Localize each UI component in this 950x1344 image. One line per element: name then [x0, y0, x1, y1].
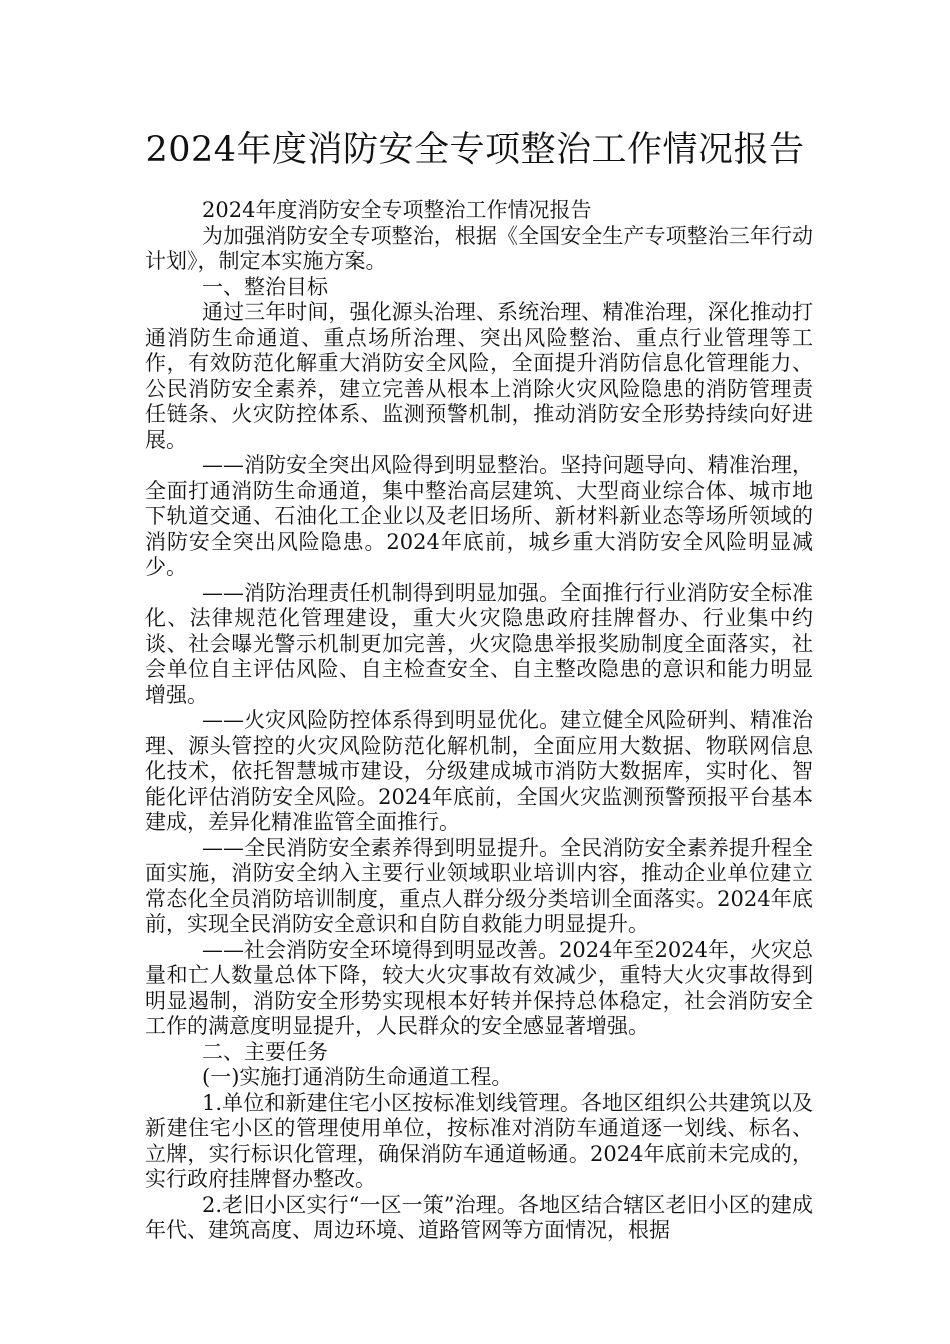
document-title: 2024年度消防安全专项整治工作情况报告: [145, 130, 805, 170]
paragraph-task-2: 2.老旧小区实行“一区一策”治理。各地区结合辖区老旧小区的建成年代、建筑高度、周边环境、道路管网等方面情况，根据: [145, 1192, 813, 1242]
paragraph-goal-responsibility: ——消防治理责任机制得到明显加强。全面推行行业消防安全标准化、法律规范化管理建设，重大火灾隐患政府挂牌督办、行业集中约谈、社会曝光警示机制更加完善，火灾隐患举报奖励制度全面落实，社会单位自主评估风险、自主检查安全、自主整改隐患的意识和能力明显增强。: [145, 580, 813, 707]
paragraph-subtitle: 2024年度消防安全专项整治工作情况报告: [202, 198, 592, 222]
paragraph-goal-public-literacy: ——全民消防安全素养得到明显提升。全民消防安全素养提升程全面实施，消防安全纳入主要行业领域职业培训内容，推动企业单位建立常态化全员消防培训制度，重点人群分级分类培训全面落实。2024年底前，实现全民消防安全意识和自防自救能力明显提升。: [145, 835, 813, 936]
section-heading-tasks: 二、主要任务: [202, 1039, 328, 1064]
paragraph-goal-risk-prevention: ——火灾风险防控体系得到明显优化。建立健全风险研判、精准治理、源头管控的火灾风险防范化解机制，全面应用大数据、物联网信息化技术，依托智慧城市建设，分级建成城市消防大数据库，实时化、智能化评估消防安全风险。2024年底前，全国火灾监测预警预报平台基本建成，差异化精准监管全面推行。: [145, 708, 813, 834]
document-body: [145, 198, 813, 1244]
subsection-heading-lifeline: (一)实施打通消防生命通道工程。: [202, 1065, 513, 1089]
section-heading-goals: 一、整治目标: [202, 274, 328, 299]
paragraph-intro: 为加强消防安全专项整治，根据《全国安全生产专项整治三年行动计划》，制定本实施方案。: [145, 223, 813, 273]
paragraph-task-1: 1.单位和新建住宅小区按标准划线管理。各地区组织公共建筑以及新建住宅小区的管理使用单位，按标准对消防车通道逐一划线、标名、立牌，实行标识化管理，确保消防车通道畅通。2024年底前未完成的，实行政府挂牌督办整改。: [145, 1090, 813, 1191]
paragraph-goal-risk-rectification: ——消防安全突出风险得到明显整治。坚持问题导向、精准治理，全面打通消防生命通道，集中整治高层建筑、大型商业综合体、城市地下轨道交通、石油化工企业以及老旧场所、新材料新业态等场所领域的消防安全突出风险隐患。2024年底前，城乡重大消防安全风险明显减少。: [145, 453, 813, 579]
paragraph-goals-overview: 通过三年时间，强化源头治理、系统治理、精准治理，深化推动打通消防生命通道、重点场所治理、突出风险整治、重点行业管理等工作，有效防范化解重大消防安全风险，全面提升消防信息化管理能力、公民消防安全素养，建立完善从根本上消除火灾风险隐患的消防管理责任链条、火灾防控体系、监测预警机制，推动消防安全形势持续向好进展。: [145, 300, 813, 452]
paragraph-goal-social-environment: ——社会消防安全环境得到明显改善。2024年至2024年，火灾总量和亡人数量总体下降，较大火灾事故有效减少，重特大火灾事故得到明显遏制，消防安全形势实现根本好转并保持总体稳定，社会消防安全工作的满意度明显提升，人民群众的安全感显著增强。: [145, 937, 813, 1038]
